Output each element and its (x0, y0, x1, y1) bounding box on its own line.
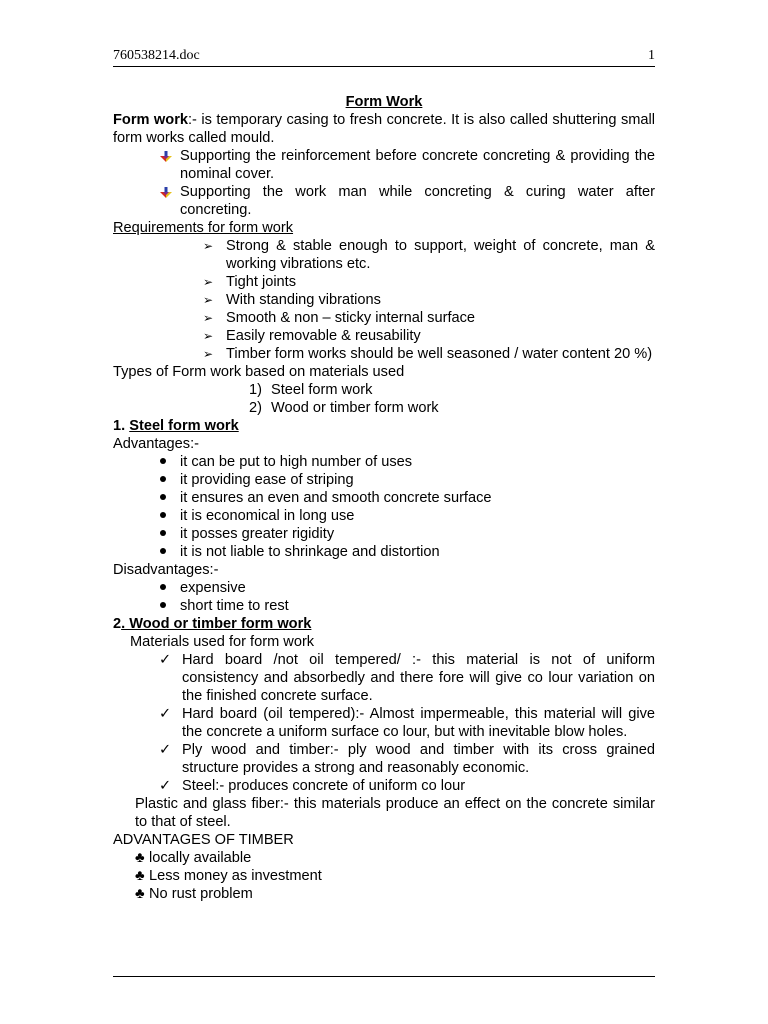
list-item (113, 399, 655, 417)
list-item-text: it is not liable to shrinkage and distortion (180, 544, 440, 560)
purpose-list (113, 147, 655, 219)
dot-bullet-icon (158, 579, 180, 597)
list-item-text: No rust problem (149, 886, 253, 902)
list-item-text: it is economical in long use (180, 508, 355, 524)
list-item (113, 471, 655, 489)
list-item (113, 597, 655, 615)
list-item-text: Steel form work (271, 382, 373, 398)
chevron-bullet-icon: ➢ (203, 329, 214, 343)
list-item-text: it can be put to high number of uses (180, 454, 413, 470)
list-item (113, 777, 655, 795)
list-item-text: Strong & stable enough to support, weight of concrete, man & working vibrations etc. (226, 238, 655, 272)
club-bullet-icon: ♣ (135, 886, 145, 902)
steel-disadvantages-list (113, 579, 655, 615)
list-item (113, 489, 655, 507)
list-item-text: it ensures an even and smooth concrete surface (180, 490, 492, 506)
page-number: 1 (648, 48, 655, 63)
list-item-text: Tight joints (226, 274, 297, 290)
list-item (113, 885, 655, 903)
list-item-text: Less money as investment (149, 868, 322, 884)
list-item (113, 309, 655, 327)
intro-term: Form work (113, 112, 188, 128)
list-item (113, 381, 655, 399)
list-item (113, 579, 655, 597)
section-number: 1. (113, 418, 130, 434)
list-item (113, 291, 655, 309)
types-list (113, 381, 655, 417)
list-item (113, 183, 655, 219)
check-bullet-icon: ✓ (159, 778, 172, 794)
section-number: 2 (113, 616, 122, 632)
chevron-bullet-icon: ➢ (203, 293, 214, 307)
list-item (113, 849, 655, 867)
dot-bullet-icon (158, 525, 180, 543)
disadvantages-label: Disadvantages:- (113, 562, 219, 578)
list-number: 1) (249, 382, 262, 398)
section-title: Steel form work (129, 418, 239, 434)
list-item (113, 705, 655, 741)
wood-section-heading (113, 615, 655, 633)
check-bullet-icon: ✓ (159, 652, 172, 668)
list-item (113, 525, 655, 543)
list-item-text: Ply wood and timber:- ply wood and timber with its cross grained structure provides a strong and reasonably economic. (182, 742, 655, 776)
advantages-label: Advantages:- (113, 436, 199, 452)
check-bullet-icon: ✓ (159, 742, 172, 758)
list-item-text: Timber form works should be well seasoned / water content 20 %) (226, 346, 653, 362)
materials-list (113, 651, 655, 795)
chevron-bullet-icon: ➢ (203, 275, 214, 289)
list-item (113, 273, 655, 291)
dot-bullet-icon (158, 597, 180, 615)
footer-divider (113, 976, 655, 977)
list-item-text: Hard board /not oil tempered/ :- this material is not of uniform consistency and absorbedly and there fore will give co lour variation on the finished concrete surface. (182, 652, 655, 704)
steel-advantages-list (113, 453, 655, 561)
chevron-bullet-icon: ➢ (203, 347, 214, 361)
list-item-text: it posses greater rigidity (180, 526, 335, 542)
list-item (113, 507, 655, 525)
intro-paragraph (113, 111, 655, 147)
list-item-text: Smooth & non – sticky internal surface (226, 310, 476, 326)
chevron-bullet-icon: ➢ (203, 239, 214, 253)
list-item (113, 453, 655, 471)
dot-bullet-icon (158, 507, 180, 525)
list-item-text: Hard board (oil tempered):- Almost impermeable, this material will give the concrete a uniform surface co lour, but with inevitable blow holes. (182, 706, 655, 740)
dot-bullet-icon (158, 489, 180, 507)
list-item-text: Supporting the work man while concreting & curing water after concreting. (180, 184, 655, 218)
dot-bullet-icon (158, 453, 180, 471)
page-title: Form Work (345, 94, 423, 110)
list-item (113, 327, 655, 345)
requirements-list (113, 237, 655, 363)
list-item (113, 651, 655, 705)
club-bullet-icon: ♣ (135, 868, 145, 884)
chevron-bullet-icon: ➢ (203, 311, 214, 325)
document-filename: 760538214.doc (113, 48, 200, 63)
timber-advantages-list (113, 849, 655, 903)
dot-bullet-icon (158, 471, 180, 489)
colored-arrow-bullet-icon (158, 147, 180, 183)
plastic-note: Plastic and glass fiber:- this materials produce an effect on the concrete similar to that of steel. (135, 796, 655, 830)
document-body (113, 93, 655, 903)
list-item (113, 867, 655, 885)
list-item-text: locally available (149, 850, 252, 866)
timber-advantages-heading: ADVANTAGES OF TIMBER (113, 832, 294, 848)
requirements-heading: Requirements for form work (113, 220, 294, 236)
colored-arrow-bullet-icon (158, 183, 180, 219)
materials-label: Materials used for form work (130, 634, 315, 650)
club-bullet-icon: ♣ (135, 850, 145, 866)
list-item-text: With standing vibrations (226, 292, 381, 308)
list-item-text: short time to rest (180, 598, 289, 614)
list-item-text: it providing ease of striping (180, 472, 354, 488)
dot-bullet-icon (158, 543, 180, 561)
steel-section-heading (113, 417, 655, 435)
list-item (113, 741, 655, 777)
types-heading: Types of Form work based on materials used (113, 364, 405, 380)
list-item-text: Easily removable & reusability (226, 328, 421, 344)
list-item (113, 147, 655, 183)
list-number: 2) (249, 400, 262, 416)
list-item-text: Wood or timber form work (271, 400, 439, 416)
page-header (113, 47, 655, 67)
list-item-text: Supporting the reinforcement before concrete concreting & providing the nominal cover. (180, 148, 655, 182)
list-item (113, 543, 655, 561)
list-item-text: Steel:- produces concrete of uniform co lour (182, 778, 466, 794)
list-item (113, 237, 655, 273)
list-item-text: expensive (180, 580, 246, 596)
intro-definition: :- is temporary casing to fresh concrete. It is also called shuttering small form works called mould. (113, 112, 655, 146)
section-title: . Wood or timber form work (121, 616, 312, 632)
check-bullet-icon: ✓ (159, 706, 172, 722)
list-item (113, 345, 655, 363)
